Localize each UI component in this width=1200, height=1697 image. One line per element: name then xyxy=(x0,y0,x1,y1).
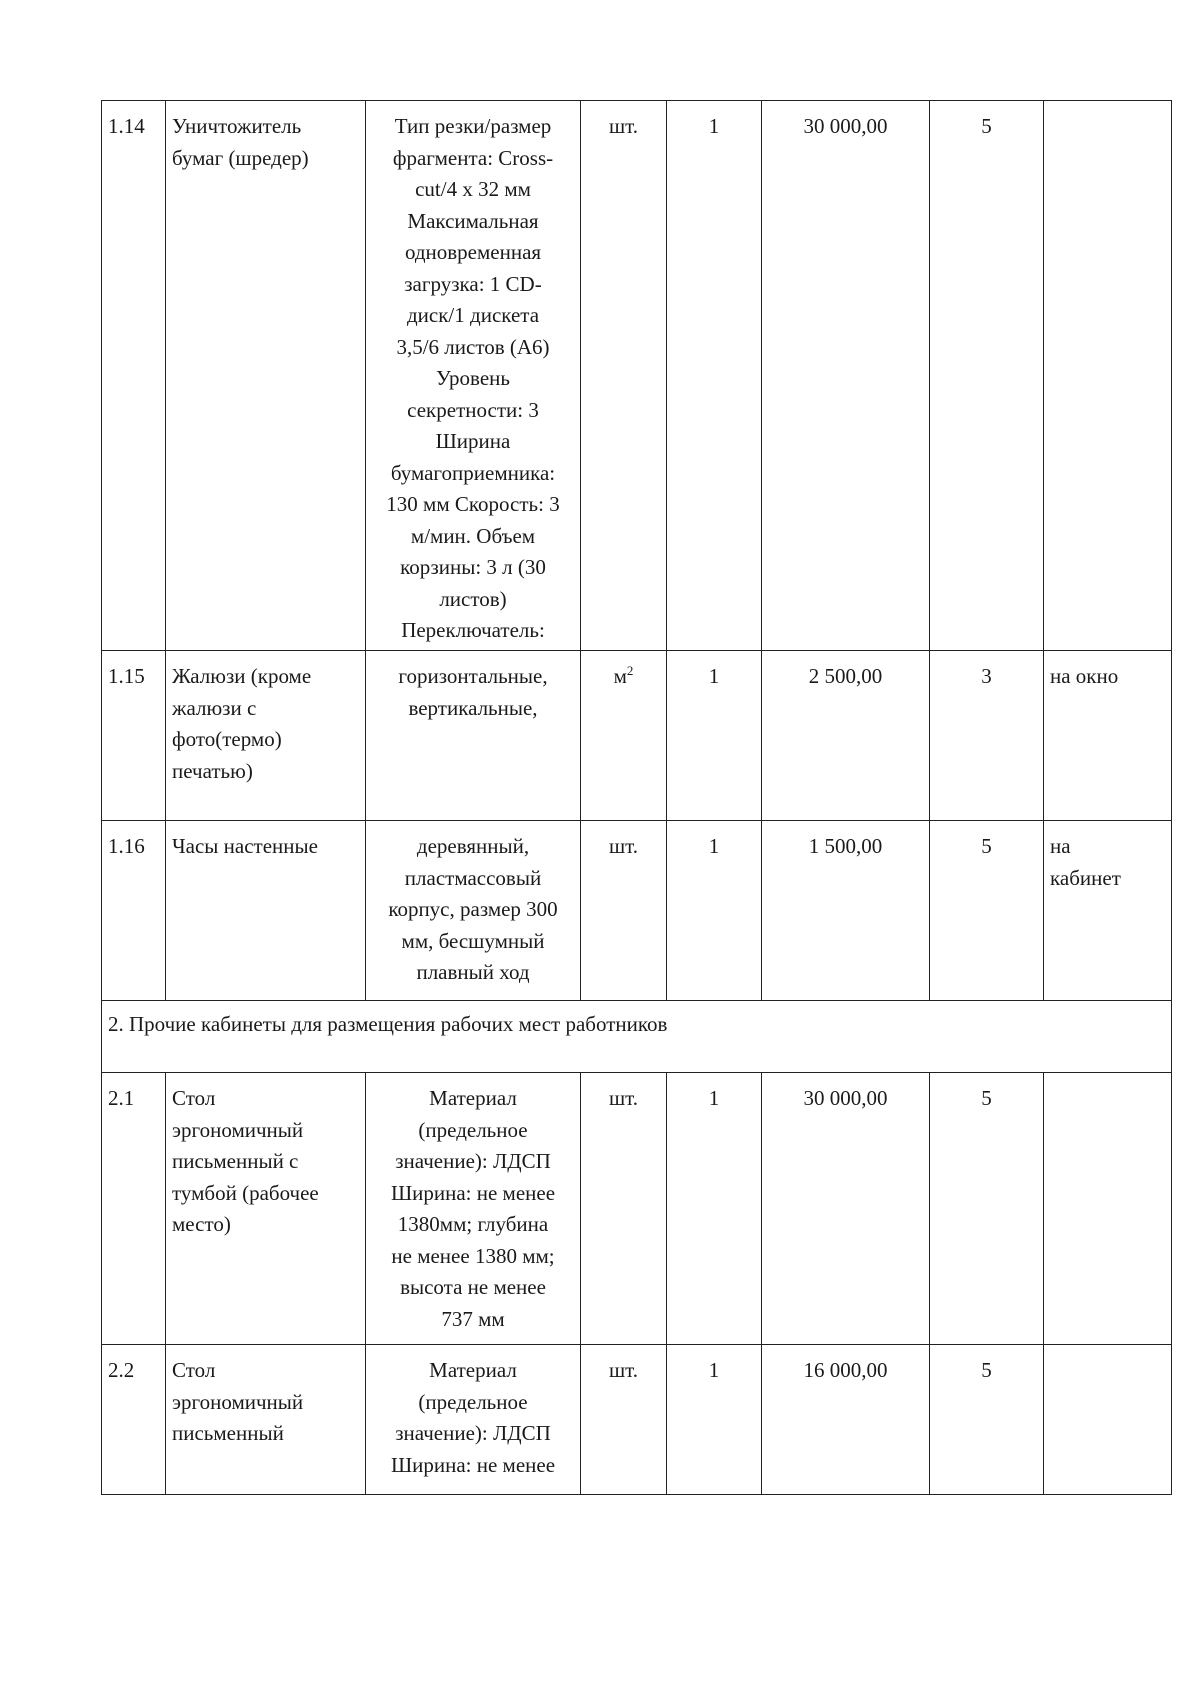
item-note xyxy=(1044,101,1172,650)
item-service-life: 5 xyxy=(930,821,1044,1000)
equipment-table xyxy=(101,100,1172,1495)
item-price: 30 000,00 xyxy=(762,1073,930,1344)
item-number: 2.1 xyxy=(102,1073,166,1344)
item-unit: шт. xyxy=(581,1345,667,1494)
section-title: 2. Прочие кабинеты для размещения рабочих мест работников xyxy=(102,1001,1172,1072)
item-number: 1.16 xyxy=(102,821,166,1000)
item-unit: шт. xyxy=(581,101,667,650)
item-name: Стол эргономичный письменный с тумбой (рабочее место) xyxy=(166,1073,366,1344)
item-note xyxy=(1044,1073,1172,1344)
item-spec: Тип резки/размер фрагмента: Cross- cut/4 х 32 мм Максимальная одновременная загрузка: 1 CD- диск/1 дискета 3,5/6 листов (А6) Уровень секретности: 3 Ширина бумагоприемника: 130 мм Скорость: 3 м/мин. Объем корзины: 3 л (30 листов) Переключатель: xyxy=(366,101,581,650)
item-note xyxy=(1044,1345,1172,1494)
table-row xyxy=(102,1345,1172,1495)
unit-exponent: 2 xyxy=(626,663,634,678)
table-row xyxy=(102,821,1172,1001)
item-price: 2 500,00 xyxy=(762,651,930,820)
item-price: 16 000,00 xyxy=(762,1345,930,1494)
item-quantity: 1 xyxy=(667,1073,762,1344)
item-service-life: 5 xyxy=(930,1345,1044,1494)
item-service-life: 3 xyxy=(930,651,1044,820)
item-quantity: 1 xyxy=(667,651,762,820)
item-service-life: 5 xyxy=(930,1073,1044,1344)
item-spec: деревянный, пластмассовый корпус, размер 300 мм, бесшумный плавный ход xyxy=(366,821,581,1000)
item-note: на окно xyxy=(1044,651,1172,820)
item-service-life: 5 xyxy=(930,101,1044,650)
item-quantity: 1 xyxy=(667,821,762,1000)
table-row xyxy=(102,1073,1172,1345)
item-quantity: 1 xyxy=(667,101,762,650)
item-name: Часы настенные xyxy=(166,821,366,1000)
table-row xyxy=(102,651,1172,821)
item-spec: горизонтальные, вертикальные, xyxy=(366,651,581,820)
item-note: на кабинет xyxy=(1044,821,1172,1000)
table-row xyxy=(102,101,1172,651)
item-name: Уничтожитель бумаг (шредер) xyxy=(166,101,366,650)
item-name: Жалюзи (кроме жалюзи с фото(термо) печатью) xyxy=(166,651,366,820)
item-quantity: 1 xyxy=(667,1345,762,1494)
unit-base: м xyxy=(613,664,627,688)
item-unit xyxy=(581,651,667,820)
item-unit: шт. xyxy=(581,1073,667,1344)
section-heading-row xyxy=(102,1001,1172,1073)
item-spec: Материал (предельное значение): ЛДСП Ширина: не менее 1380мм; глубина не менее 1380 мм; высота не менее 737 мм xyxy=(366,1073,581,1344)
item-spec: Материал (предельное значение): ЛДСП Ширина: не менее xyxy=(366,1345,581,1494)
item-number: 2.2 xyxy=(102,1345,166,1494)
item-price: 30 000,00 xyxy=(762,101,930,650)
item-unit: шт. xyxy=(581,821,667,1000)
item-number: 1.15 xyxy=(102,651,166,820)
item-number: 1.14 xyxy=(102,101,166,650)
item-price: 1 500,00 xyxy=(762,821,930,1000)
item-name: Стол эргономичный письменный xyxy=(166,1345,366,1494)
